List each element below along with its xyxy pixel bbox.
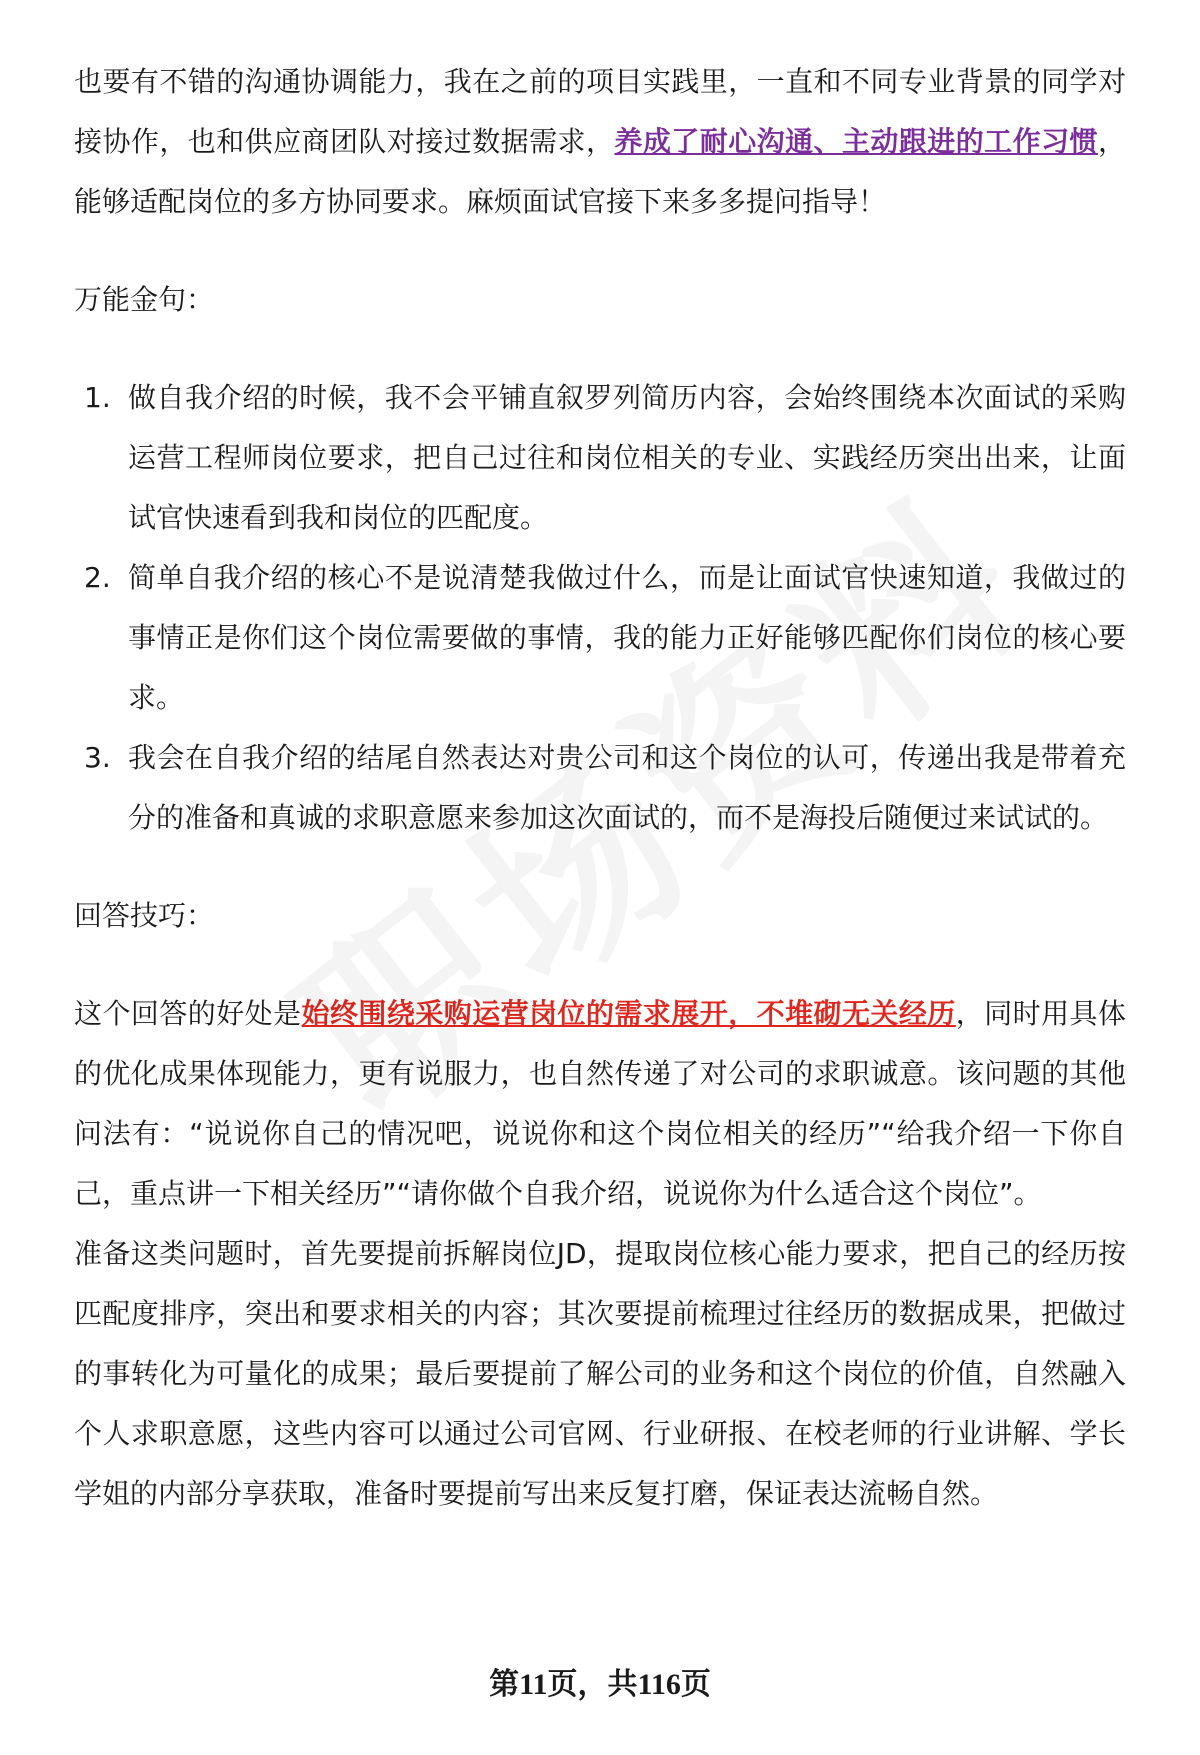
list-item <box>74 548 1126 728</box>
golden-sentences-heading: 万能金句： <box>74 283 215 316</box>
intro-highlight: 养成了耐心沟通、主动跟进的工作习惯 <box>614 125 1098 158</box>
intro-paragraph <box>74 52 1126 232</box>
tips-paragraph-1 <box>74 984 1126 1224</box>
page-number-footer: 第11页，共116页 <box>489 1668 711 1701</box>
intro-text-after: ，能够适配岗位的多方协同要求。麻烦面试官接下来多多提问指导！ <box>74 125 1126 218</box>
tips-p1-highlight: 始终围绕采购运营岗位的需求展开，不堆砌无关经历 <box>301 997 956 1030</box>
list-item-number: 2. <box>84 561 111 594</box>
list-item-text: 我会在自我介绍的结尾自然表达对贵公司和这个岗位的认可，传递出我是带着充分的准备和真诚的求职意愿来参加这次面试的，而不是海投后随便过来试试的。 <box>128 741 1126 834</box>
tips-p1-after: ，同时用具体的优化成果体现能力，更有说服力，也自然传递了对公司的求职诚意。该问题的其他问法有：“说说你自己的情况吧，说说你和这个岗位相关的经历”“给我介绍一下你自己，重点讲一下相关经历”“请你做个自我介绍，说说你为什么适合这个岗位”。 <box>74 997 1126 1210</box>
list-item <box>74 368 1126 548</box>
list-item-number: 3. <box>84 741 111 774</box>
golden-sentences-list <box>74 368 1126 848</box>
tips-heading: 回答技巧： <box>74 899 215 932</box>
list-item-text: 简单自我介绍的核心不是说清楚我做过什么，而是让面试官快速知道，我做过的事情正是你们这个岗位需要做的事情，我的能力正好能够匹配你们岗位的核心要求。 <box>128 561 1126 714</box>
intro-text-before: 也要有不错的沟通协调能力，我在之前的项目实践里，一直和不同专业背景的同学对接协作，也和供应商团队对接过数据需求， <box>74 65 1126 158</box>
list-item-text: 做自我介绍的时候，我不会平铺直叙罗列简历内容，会始终围绕本次面试的采购运营工程师岗位要求，把自己过往和岗位相关的专业、实践经历突出出来，让面试官快速看到我和岗位的匹配度。 <box>128 381 1126 534</box>
list-item-number: 1. <box>84 381 111 414</box>
tips-paragraph-2: 准备这类问题时，首先要提前拆解岗位JD，提取岗位核心能力要求，把自己的经历按匹配度排序，突出和要求相关的内容；其次要提前梳理过往经历的数据成果，把做过的事转化为可量化的成果；最后要提前了解公司的业务和这个岗位的价值，自然融入个人求职意愿，这些内容可以通过公司官网、行业研报、在校老师的行业讲解、学长学姐的内部分享获取，准备时要提前写出来反复打磨，保证表达流畅自然。 <box>74 1237 1126 1510</box>
tips-p1-before: 这个回答的好处是 <box>74 997 302 1030</box>
list-item <box>74 728 1126 848</box>
